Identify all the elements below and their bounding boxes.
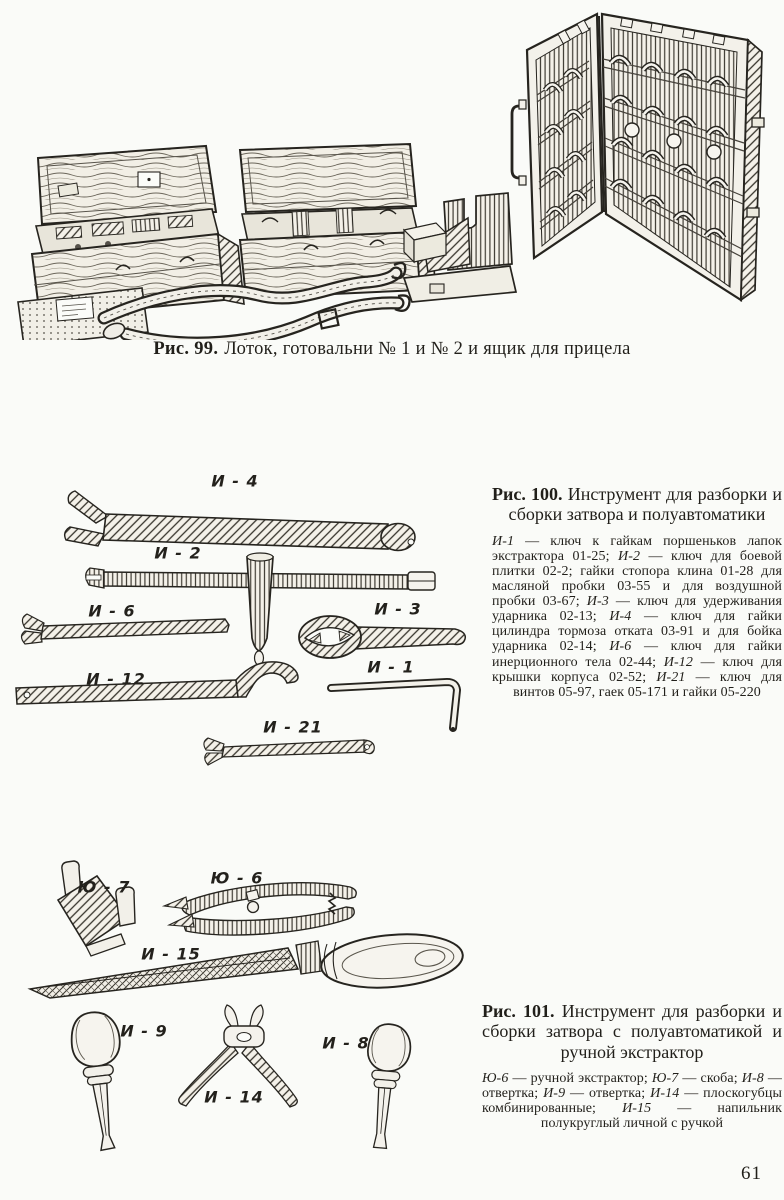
figure-100-number: Рис. 100. — [492, 484, 563, 504]
tool-label-i15: И - 15 — [141, 944, 201, 964]
figure-99-number: Рис. 99. — [153, 339, 219, 359]
figure-99-caption-text: Лоток, готовальни № 1 и № 2 и ящик для прицела — [224, 339, 631, 359]
sight-box-drawing — [404, 193, 516, 302]
tool-label-i21: И - 21 — [263, 717, 323, 737]
tool-label-yu7: Ю - 7 — [77, 877, 131, 897]
tool-label-i9: И - 9 — [120, 1021, 168, 1041]
figure-100-title-text: Инструмент для разборки и сборки затвора и полуавтоматики — [508, 484, 782, 525]
tool-label-yu6: Ю - 6 — [210, 868, 264, 888]
tool-yu6-extractor-drawing — [164, 883, 356, 935]
tool-i1-l-shaped-key-drawing — [331, 682, 457, 731]
tool-i3-ring-wrench-drawing — [299, 616, 465, 658]
figure-101-title — [482, 1001, 782, 1062]
figure-101-title-text: Инструмент для разборки и сборки затвора с полуавтоматикой и ручной экстрактор — [482, 1001, 782, 1062]
tool-i21-fork-wrench-drawing — [204, 738, 374, 765]
figure-100-title — [492, 484, 782, 525]
folding-tool-tray-drawing — [512, 14, 764, 300]
tool-label-i6: И - 6 — [88, 601, 136, 621]
chest-2-drawing — [240, 144, 436, 298]
tool-label-i3: И - 3 — [374, 599, 422, 619]
tool-label-i14: И - 14 — [204, 1087, 264, 1107]
tool-label-i4: И - 4 — [211, 471, 259, 491]
page-number: 61 — [741, 1163, 762, 1184]
tool-label-i12: И - 12 — [86, 669, 146, 689]
tool-label-i8: И - 8 — [322, 1033, 370, 1053]
figure-101-caption-column — [482, 1001, 782, 1131]
tool-label-i1: И - 1 — [367, 657, 415, 677]
tool-yu7-bracket-drawing — [58, 861, 135, 956]
figure-100-description: И-1 — ключ к гайкам поршеньков лапок экстрактора 01-25; И-2 — ключ для боевой плитки 02-2; гайки стопора клина 01-28 для масляной пробки 03-55 и для воздушной пробки 03-67; И-3 — ключ для удерживания ударника 02-13; И-4 — ключ для гайки цилиндра тормоза отката 03-91 и для бойка ударника 02-14; И-6 — ключ для гайки инерционного тела 02-44; И-12 — ключ для крышки корпуса 02-52; И-21 — ключ для винтов 05-97, гаек 05-171 и гайки 05-220 — [492, 533, 782, 700]
tool-i12-hook-wrench-drawing — [16, 662, 298, 704]
tool-i4-wrench-drawing — [65, 491, 415, 551]
figure-99-illustration — [0, 0, 784, 340]
figure-101-number: Рис. 101. — [482, 1001, 555, 1021]
tool-label-i2: И - 2 — [154, 543, 202, 563]
figure-99-caption — [0, 339, 784, 360]
figure-101-description: Ю-6 — ручной экстрактор; Ю-7 — скоба; И-8 — отвертка; И-9 — отвертка; И-14 — плоскогубцы комбинированные; И-15 — напильник полукруглый личной с ручкой — [482, 1070, 783, 1132]
figure-100-caption-column — [492, 484, 782, 700]
